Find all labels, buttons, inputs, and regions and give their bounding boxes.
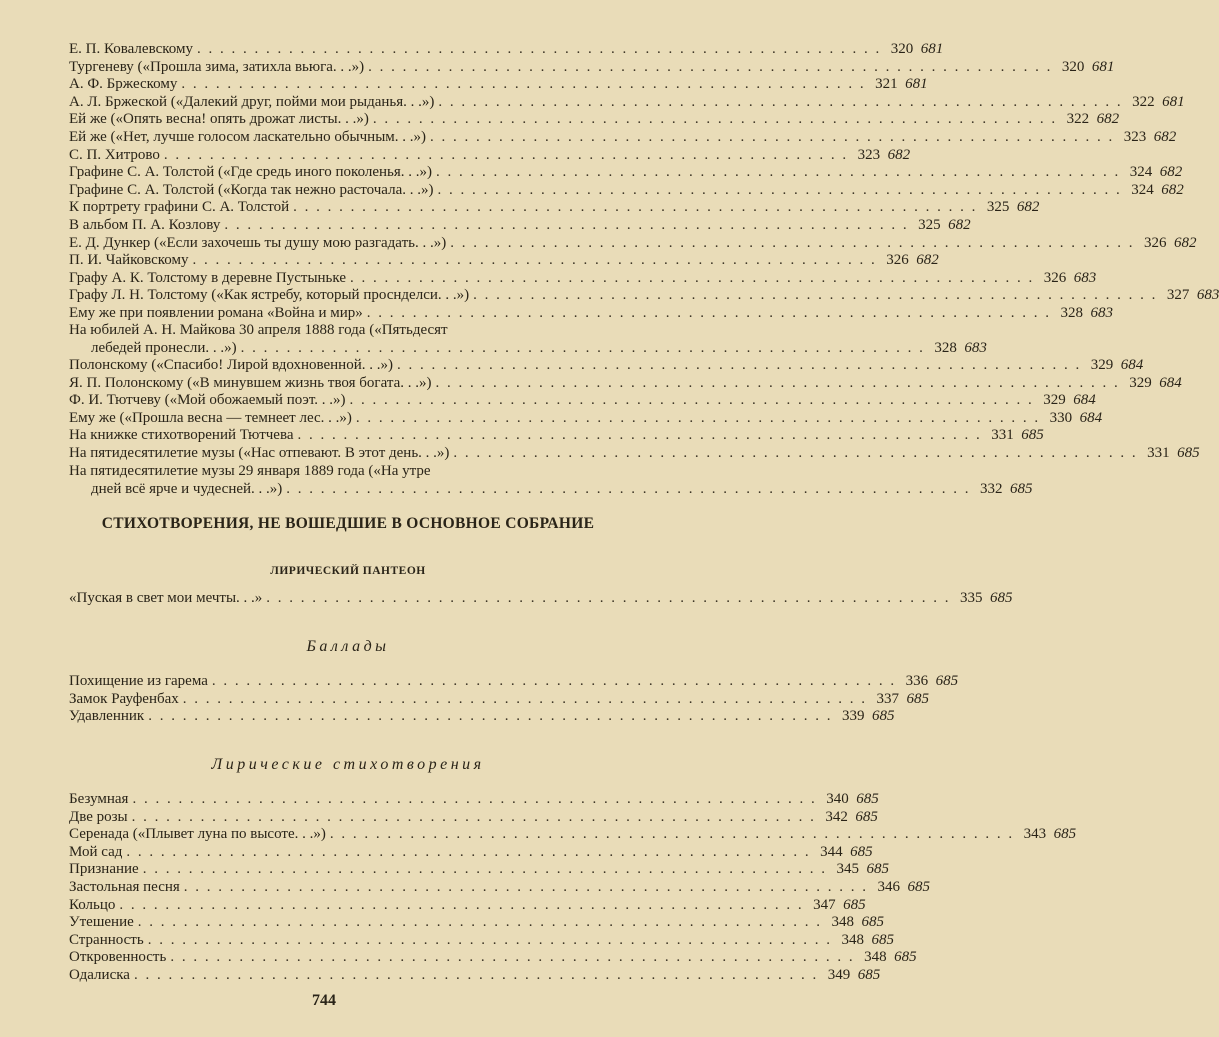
toc-entry xyxy=(69,673,959,691)
leader-dots xyxy=(363,305,1051,323)
toc-page-number: 326 xyxy=(1143,234,1167,251)
toc-comment-page: 683 xyxy=(1196,287,1219,304)
toc-page-number: 328 xyxy=(1060,304,1083,321)
toc-entry-line: На юбилей А. Н. Майкова 30 апреля 1888 года («Пятьдесят xyxy=(69,322,448,338)
leader-dots xyxy=(282,481,970,499)
leader-dots xyxy=(115,897,803,915)
toc-entry xyxy=(69,931,894,950)
leader-dots xyxy=(432,164,1120,182)
toc-list-dedications-2 xyxy=(69,357,1200,463)
toc-entry xyxy=(69,146,911,165)
toc-entry-title: А. Ф. Бржескому xyxy=(69,76,178,93)
toc-page-number: 320 xyxy=(1061,58,1085,75)
leader-dots xyxy=(160,147,848,165)
toc-entry xyxy=(69,914,885,932)
toc-entry xyxy=(69,843,873,862)
toc-comment-page: 681 xyxy=(1162,93,1185,110)
toc-entry-title: На пятидесятилетие музы («Нас отпевают. В этот день. . .») xyxy=(69,444,450,461)
toc-comment-page: 685 xyxy=(857,966,881,983)
toc-entry-title: П. И. Чайковскому xyxy=(69,252,189,269)
toc-comment-page: 682 xyxy=(887,146,911,163)
leader-dots xyxy=(326,826,1014,844)
toc-comment-page: 683 xyxy=(964,339,987,356)
toc-entry-title: К портрету графини С. А. Толстой xyxy=(69,199,290,216)
section-title: СТИХОТВОРЕНИЯ, НЕ ВОШЕДШИЕ В ОСНОВНОЕ СОБРАНИЕ xyxy=(101,515,595,532)
toc-page-number: 337 xyxy=(876,690,900,707)
toc-page-number: 348 xyxy=(841,931,864,948)
toc-entry-title: Ей же («Нет, лучше голосом ласкательно обычным. . .») xyxy=(69,128,427,145)
toc-list-lyric xyxy=(69,791,1077,985)
toc-entry xyxy=(69,58,1115,77)
toc-entry-title: дней всё ярче и чудесней. . .») xyxy=(91,480,283,497)
toc-comment-page: 685 xyxy=(850,843,873,860)
toc-entry xyxy=(69,878,931,897)
toc-entry-title: Графине С. А. Толстой («Где средь иного поколенья. . .») xyxy=(69,164,433,181)
toc-entry xyxy=(69,708,895,726)
toc-comment-page: 682 xyxy=(1161,181,1184,198)
leader-dots xyxy=(208,673,896,691)
toc-comment-page: 685 xyxy=(907,878,931,895)
toc-entry xyxy=(69,128,1177,147)
toc-entry-title: Признание xyxy=(69,861,139,878)
leader-dots xyxy=(193,41,881,59)
toc-entry xyxy=(69,966,881,985)
leader-dots xyxy=(144,708,832,726)
toc-entry xyxy=(69,304,1113,323)
toc-comment-page: 683 xyxy=(1073,269,1097,286)
toc-entry-title: На книжке стихотворений Тютчева xyxy=(69,427,294,444)
toc-comment-page: 684 xyxy=(1073,392,1096,409)
toc-entry xyxy=(69,444,1200,463)
toc-entry-title: Е. Д. Дункер («Если захочешь ты душу мою разгадать. . .») xyxy=(69,234,447,251)
toc-entry-title: Застольная песня xyxy=(69,878,180,895)
toc-page-number: 324 xyxy=(1129,164,1153,181)
toc-page-number: 331 xyxy=(991,427,1014,444)
leader-dots xyxy=(144,932,832,950)
toc-entry xyxy=(69,896,866,915)
toc-comment-page: 685 xyxy=(871,931,894,948)
toc-comment-page: 684 xyxy=(1079,409,1103,426)
toc-entry-title: Мой сад xyxy=(69,843,123,860)
toc-entry-title: Е. П. Ковалевскому xyxy=(69,41,193,57)
toc-page-number: 331 xyxy=(1147,444,1170,461)
toc-comment-page: 685 xyxy=(871,708,895,725)
subsection-title: ЛИРИЧЕСКИЙ ПАНТЕОН xyxy=(270,565,426,577)
toc-comment-page: 682 xyxy=(948,216,971,233)
toc-entry xyxy=(69,808,878,827)
toc-comment-page: 682 xyxy=(1159,164,1183,181)
leader-dots xyxy=(130,967,818,985)
toc-comment-page: 682 xyxy=(1096,111,1120,128)
toc-comment-page: 685 xyxy=(861,914,885,931)
group-title-ballads: Баллады xyxy=(306,638,390,655)
toc-page-number: 339 xyxy=(841,708,865,725)
leader-dots xyxy=(469,287,1157,305)
toc-comment-page: 685 xyxy=(935,673,959,689)
toc-page-number: 343 xyxy=(1023,826,1047,843)
toc-entry-title: Ей же («Опять весна! опять дрожат листы. . .») xyxy=(69,111,369,128)
toc-entry-title: Две розы xyxy=(69,808,128,825)
leader-dots xyxy=(352,410,1040,428)
toc-page-number: 336 xyxy=(905,673,929,689)
toc-entry xyxy=(69,791,879,809)
toc-entry-title: лебедей пронесли. . .») xyxy=(91,339,237,356)
toc-entry xyxy=(69,252,939,270)
toc-entry xyxy=(69,76,928,94)
toc-entry-continuation xyxy=(69,339,987,358)
toc-page-number: 325 xyxy=(986,199,1010,216)
leader-dots xyxy=(189,252,877,270)
toc-entry xyxy=(69,164,1183,182)
leader-dots xyxy=(346,270,1034,288)
leader-dots xyxy=(346,392,1034,410)
toc-page-number: 329 xyxy=(1129,374,1152,391)
toc-list-dedications xyxy=(69,41,1219,323)
toc-entry-title: Ему же («Прошла весна — темнеет лес. . .») xyxy=(69,409,352,426)
toc-entry xyxy=(69,41,944,59)
toc-entry-title: Графу Л. Н. Толстому («Как ястребу, который проснделси. . .») xyxy=(69,287,470,304)
toc-page-number: 322 xyxy=(1132,93,1155,110)
toc-entry-title: А. Л. Бржеской («Далекий друг, пойми мои рыданья. . .») xyxy=(69,93,435,110)
toc-entry-title: Полонскому («Спасибо! Лирой вдохновенной. . .») xyxy=(69,357,393,373)
toc-entry-title: Безумная xyxy=(69,791,129,807)
toc-entry-title: Ему же при появлении романа «Война и мир» xyxy=(69,304,363,321)
toc-entry-title: Кольцо xyxy=(69,896,116,913)
leader-dots xyxy=(449,445,1137,463)
toc-comment-page: 685 xyxy=(855,808,878,825)
leader-dots xyxy=(393,357,1081,375)
leader-dots xyxy=(180,879,868,897)
toc-page-number: 335 xyxy=(960,590,983,606)
toc-page-number: 330 xyxy=(1049,409,1073,426)
leader-dots xyxy=(369,111,1057,129)
toc-entry-title: Странность xyxy=(69,931,144,948)
toc-entry-title: Графине С. А. Толстой («Когда так нежно расточала. . .») xyxy=(69,181,434,198)
toc-entry-title: В альбом П. А. Козлову xyxy=(69,216,221,233)
group-title-lyric: Лирические стихотворения xyxy=(211,756,485,773)
toc-comment-page: 685 xyxy=(1177,444,1200,461)
toc-page-number: 328 xyxy=(934,339,957,356)
toc-entry-title: «Пуская в свет мои мечты. . .» xyxy=(69,590,263,606)
toc-entry xyxy=(69,690,930,709)
toc-entry-title: Замок Рауфенбах xyxy=(69,690,179,707)
toc-entry-title: Откровенность xyxy=(69,949,167,966)
toc-comment-page: 681 xyxy=(905,76,928,93)
toc-page-number: 323 xyxy=(857,146,881,163)
toc-comment-page: 685 xyxy=(990,590,1013,606)
toc-page-number: 347 xyxy=(813,896,836,913)
toc-page-number: 322 xyxy=(1066,111,1090,128)
toc-entry-line: На пятидесятилетие музы 29 января 1889 года («На утре xyxy=(69,463,431,479)
leader-dots xyxy=(262,590,950,608)
leader-dots xyxy=(128,791,816,809)
leader-dots xyxy=(289,199,977,217)
toc-entry xyxy=(69,409,1103,428)
toc-comment-page: 685 xyxy=(1021,427,1044,444)
toc-comment-page: 682 xyxy=(1016,199,1040,216)
leader-dots xyxy=(446,235,1134,253)
toc-page-number: 324 xyxy=(1131,181,1154,198)
toc-entry xyxy=(69,234,1197,253)
toc-list-ballads xyxy=(69,673,959,726)
toc-entry xyxy=(69,590,1013,608)
toc-comment-page: 682 xyxy=(1153,128,1177,145)
toc-entry-continuation xyxy=(69,480,1033,499)
toc-comment-page: 684 xyxy=(1159,374,1182,391)
toc-entry xyxy=(69,269,1097,288)
leader-dots xyxy=(431,375,1119,393)
toc-entry-title: Тургеневу («Прошла зима, затихла вьюга. . .») xyxy=(69,58,365,75)
toc-page-number: 329 xyxy=(1043,392,1066,409)
toc-page-number: 344 xyxy=(820,843,843,860)
toc-entry xyxy=(69,93,1185,112)
toc-comment-page: 682 xyxy=(1173,234,1197,251)
toc-entry xyxy=(69,392,1096,410)
toc-comment-page: 685 xyxy=(1053,826,1077,843)
leader-dots xyxy=(237,340,925,358)
toc-entry xyxy=(69,861,889,879)
toc-page-number: 348 xyxy=(831,914,855,931)
toc-entry xyxy=(69,199,1040,217)
toc-entry-title: Графу А. К. Толстому в деревне Пустыньке xyxy=(69,269,346,286)
toc-comment-page: 681 xyxy=(920,41,944,57)
toc-page-number: 348 xyxy=(864,949,887,966)
toc-entry xyxy=(69,357,1144,375)
leader-dots xyxy=(128,809,816,827)
toc-entry xyxy=(69,427,1044,445)
toc-entry-title: Удавленник xyxy=(69,708,145,725)
leader-dots xyxy=(433,182,1121,200)
toc-entry-muse xyxy=(69,463,1033,498)
page-number: 744 xyxy=(312,992,336,1009)
toc-comment-page: 683 xyxy=(1090,304,1113,321)
toc-page-number: 349 xyxy=(827,966,851,983)
toc-page-number: 332 xyxy=(980,480,1003,497)
toc-comment-page: 685 xyxy=(1010,480,1033,497)
toc-entry xyxy=(69,826,1077,844)
toc-entry xyxy=(69,216,971,235)
leader-dots xyxy=(122,844,810,862)
toc-entry xyxy=(69,287,1219,305)
toc-entry xyxy=(69,111,1120,129)
toc-comment-page: 684 xyxy=(1120,357,1144,373)
toc-page-number: 325 xyxy=(918,216,941,233)
toc-entry xyxy=(69,949,917,967)
toc-entry-title: Одалиска xyxy=(69,966,130,983)
toc-page-number: 340 xyxy=(826,791,849,807)
toc-entry-title: Я. П. Полонскому («В минувшем жизнь твоя богата. . .») xyxy=(69,374,432,391)
toc-page-number: 320 xyxy=(890,41,914,57)
toc-page-number: 323 xyxy=(1123,128,1147,145)
leader-dots xyxy=(179,691,867,709)
toc-comment-page: 685 xyxy=(894,949,917,966)
toc-comment-page: 685 xyxy=(856,791,879,807)
toc-entry-title: Утешение xyxy=(69,914,134,931)
toc-entry-maikov xyxy=(69,322,987,357)
toc-entry-title: Похищение из гарема xyxy=(69,673,208,689)
leader-dots xyxy=(177,76,865,94)
leader-dots xyxy=(220,217,908,235)
leader-dots xyxy=(434,94,1122,112)
leader-dots xyxy=(294,427,982,445)
toc-page-number: 326 xyxy=(886,252,909,269)
leader-dots xyxy=(139,861,827,879)
toc-entry-title: Серенада («Плывет луна по высоте. . .») xyxy=(69,826,326,843)
leader-dots xyxy=(166,949,854,967)
toc-comment-page: 685 xyxy=(843,896,866,913)
toc-page-number: 321 xyxy=(875,76,898,93)
toc-page-number: 346 xyxy=(877,878,901,895)
toc-comment-page: 685 xyxy=(866,861,889,878)
leader-dots xyxy=(426,129,1114,147)
toc-page-number: 342 xyxy=(825,808,848,825)
toc-comment-page: 682 xyxy=(916,252,939,269)
toc-comment-page: 685 xyxy=(906,690,930,707)
toc-entry xyxy=(69,374,1182,393)
toc-page-number: 326 xyxy=(1043,269,1067,286)
leader-dots xyxy=(364,59,1052,77)
leader-dots xyxy=(134,914,822,932)
toc-entry-pantheon xyxy=(69,590,1013,608)
toc-entry-title: Ф. И. Тютчеву («Мой обожаемый поэт. . .») xyxy=(69,392,346,409)
toc-page-number: 327 xyxy=(1166,287,1190,304)
toc-comment-page: 681 xyxy=(1091,58,1115,75)
toc-entry xyxy=(69,181,1184,200)
toc-page-number: 329 xyxy=(1090,357,1114,373)
toc-page-number: 345 xyxy=(836,861,859,878)
toc-entry-title: С. П. Хитрово xyxy=(69,146,160,163)
